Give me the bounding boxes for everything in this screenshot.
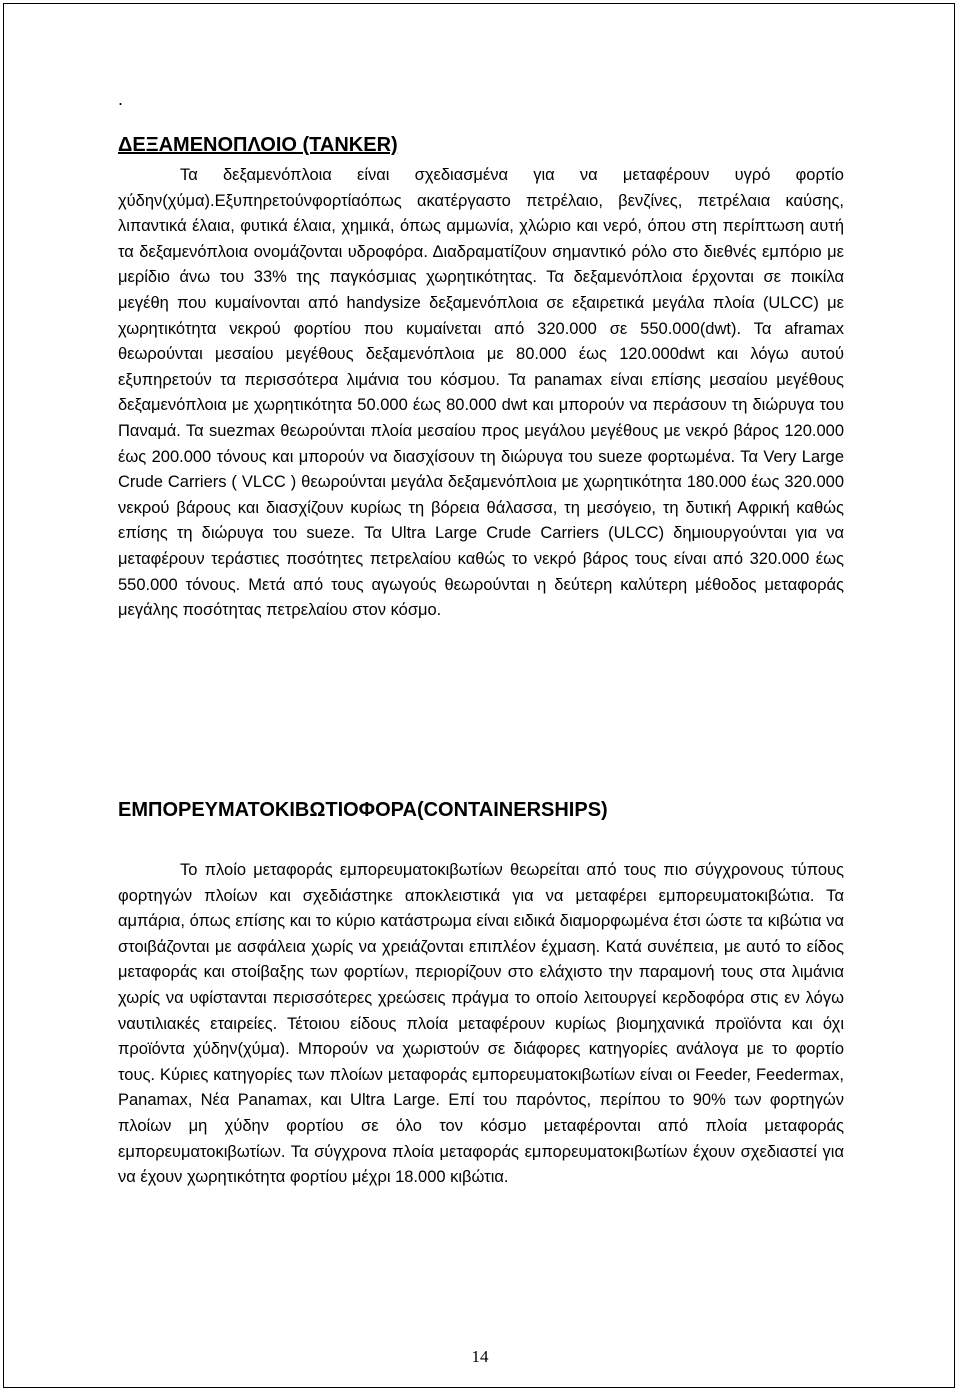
page-number: 14 [471,1347,489,1366]
paragraph-tanker: Τα δεξαμενόπλοια είναι σχεδιασμένα για να μεταφέρουν υγρό φορτίο χύδην(χύμα).Εξυπηρετούνφορτίαόπως ακατέργαστο πετρέλαιο, βενζίνες, πετρέλαια καύσης, λιπαντικά έλαια, φυτικά έλαια, χημικά, όπως αμμωνία, χλώριο και νερό, όπου στη περίπτωση αυτή τα δεξαμενόπλοια ονομάζονται υδροφόρα. Διαδραματίζουν σημαντικό ρόλο στο διεθνές εμπόριο με μερίδιο άνω του 33% της παγκόσμιας χωρητικότητας. Τα δεξαμενόπλοια έρχονται σε ποικίλα μεγέθη που κυμαίνονται από handysize δεξαμενόπλοια σε εξαιρετικά μεγάλα πλοία (ULCC) με χωρητικότητα νεκρού φορτίου που κυμαίνεται από 320.000 σε 550.000(dwt). Τα aframax θεωρούνται μεσαίου μεγέθους δεξαμενόπλοια με 80.000 έως 120.000dwt και λόγω αυτού εξυπηρετούν τα περισσότερα λιμάνια του κόσμου. Τα panamax είναι επίσης μεσαίου μεγέθους δεξαμενόπλοια με χωρητικότητα 50.000 έως 80.000 dwt και μπορούν να περάσουν τη διώρυγα του Παναμά. Τα suezmax θεωρούνται πλοία μεσαίου προς μεγάλου μεγέθους με νεκρό βάρος 120.000 έως 200.000 τόνους και μπορούν να διασχίσουν τη διώρυγα του sueze φορτωμένα. Τα Very Large Crude Carriers ( VLCC ) θεωρούνται μεγάλα δεξαμενόπλοια με χωρητικότητα 180.000 έως 320.000 νεκρού βάρους και διασχίζουν κυρίως τη βόρεια θάλασσα, τη μεσόγειο, τη δυτική Αφρική καθώς επίσης τη διώρυγα του sueze. Τα Ultra Large Crude Carriers (ULCC) δημιουργούνται για να μεταφέρουν τεράστιες ποσότητες πετρελαίου καθώς το νεκρό βάρος τους είναι από 320.000 έως 550.000 τόνους. Μετά από τους αγωγούς θεωρούνται η δεύτερη καλύτερη μέθοδος μεταφοράς μεγάλης ποσότητας πετρελαίου στον κόσμο. [118,166,844,620]
section-title-containerships: ΕΜΠΟΡΕΥΜΑΤΟΚΙΒΩΤΙΟΦΟΡΑ(CONTAINERSHIPS) [118,799,608,821]
leading-dot: . [118,89,124,109]
section-title-tanker: ΔΕΞΑΜΕΝΟΠΛΟΙΟ (TANKER) [118,134,398,156]
paragraph-containerships: Το πλοίο μεταφοράς εμπορευματοκιβωτίων θεωρείται από τους πιο σύγχρονους τύπους φορτηγών πλοίων και σχεδιάστηκε αποκλειστικά για να μεταφέρει εμπορευματοκιβώτια. Τα αμπάρια, όπως επίσης και το κύριο κατάστρωμα είναι ειδικά διαμορφωμένα έτσι ώστε τα κιβώτια να στοιβάζονται με ασφάλεια χωρίς να χρειάζονται επιπλέον έχμαση. Κατά συνέπεια, με αυτό το είδος μεταφοράς και στοίβαξης των φορτίων, περιορίζουν στο ελάχιστο την παραμονή τους στα λιμάνια χωρίς να υφίστανται περισσότερες χρεώσεις πράγμα το οποίο λειτουργεί κερδοφόρα στις εν λόγω ναυτιλιακές εταιρείες. Τέτοιου είδους πλοία μεταφέρουν κυρίως βιομηχανικά προϊόντα και όχι προϊόντα χύδην(χύμα). Μπορούν να χωριστούν σε διάφορες κατηγορίες ανάλογα με το φορτίο τους. Κύριες κατηγορίες των πλοίων μεταφοράς εμπορευματοκιβωτίων είναι οι Feeder, Feedermax, Panamax, Νέα Panamax, και Ultra Large. Επί του παρόντος, περίπου το 90% των φορτηγών πλοίων μη χύδην φορτίου σε όλο τον κόσμο μεταφέρονται από πλοία μεταφοράς εμπορευματοκιβωτίων. Τα σύγχρονα πλοία μεταφοράς εμπορευματοκιβωτίων έχουν σχεδιαστεί για να έχουν χωρητικότητα φορτίου μέχρι 18.000 κιβώτια. [118,861,844,1187]
